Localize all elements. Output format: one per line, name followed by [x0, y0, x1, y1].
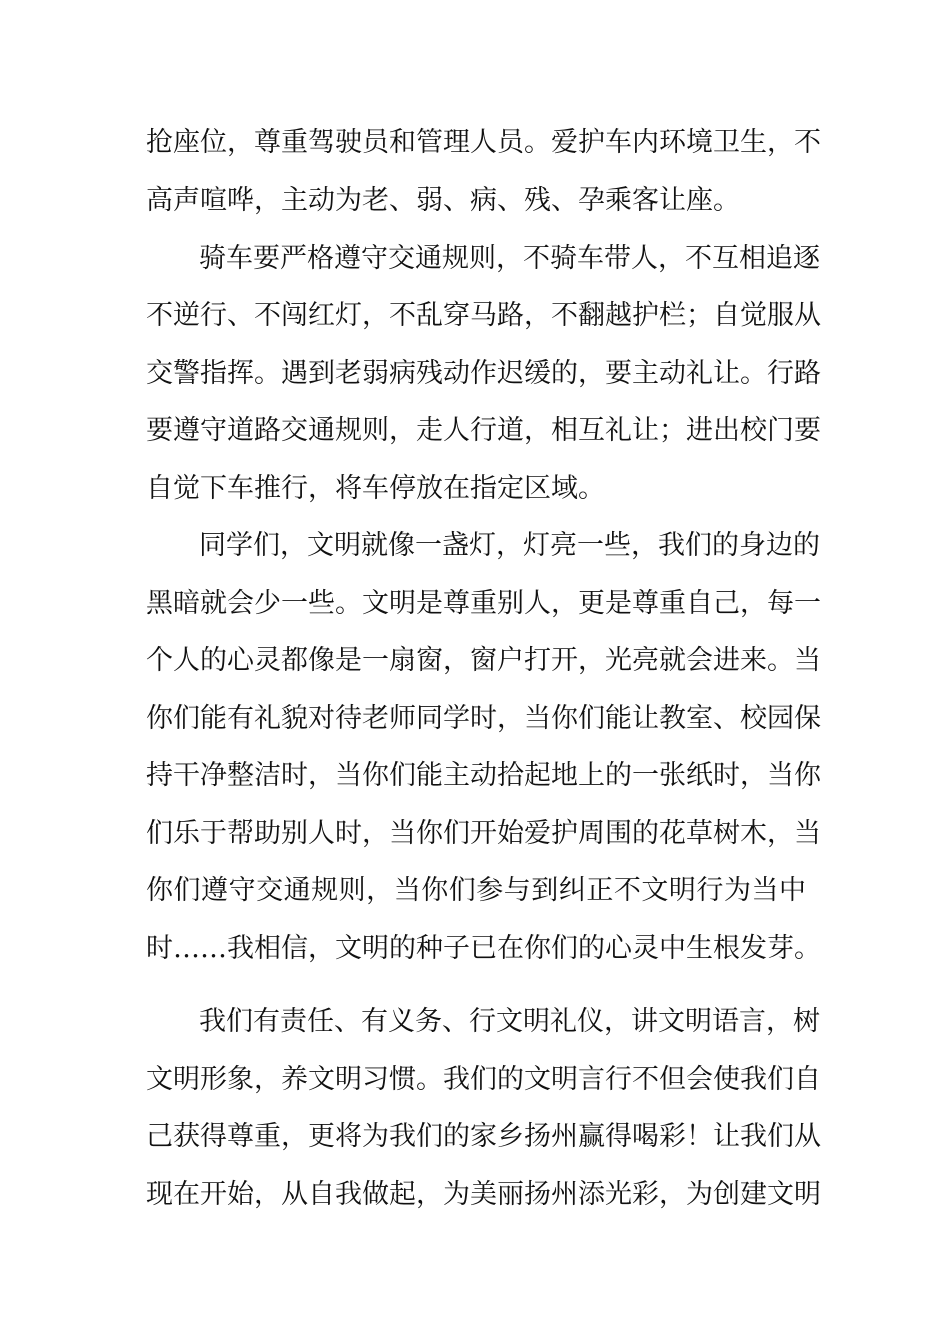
text-line: 你们遵守交通规则，当你们参与到纠正不文明行为当中	[146, 875, 806, 906]
text-line: 们乐于帮助别人时，当你们开始爱护周围的花草树木，当	[146, 818, 821, 849]
text-line: 高声喧哗，主动为老、弱、病、残、孕乘客让座。	[146, 185, 740, 216]
paragraph-first-line: 同学们，文明就像一盏灯，灯亮一些，我们的身边的	[199, 530, 820, 561]
text-line: 自觉下车推行，将车停放在指定区域。	[146, 473, 605, 504]
text-line: 时……我相信，文明的种子已在你们的心灵中生根发芽。	[146, 933, 821, 964]
paragraph-first-line: 骑车要严格遵守交通规则，不骑车带人，不互相追逐	[199, 243, 820, 274]
paragraph-first-line: 我们有责任、有义务、行文明礼仪，讲文明语言，树	[199, 1006, 820, 1037]
text-line: 抢座位，尊重驾驶员和管理人员。爱护车内环境卫生，不	[146, 127, 821, 158]
text-line: 文明形象，养文明习惯。我们的文明言行不但会使我们自	[146, 1064, 821, 1095]
text-line: 要遵守道路交通规则，走人行道，相互礼让；进出校门要	[146, 415, 821, 446]
text-line: 个人的心灵都像是一扇窗，窗户打开，光亮就会进来。当	[146, 645, 821, 676]
text-line: 黑暗就会少一些。文明是尊重别人，更是尊重自己，每一	[146, 588, 821, 619]
text-line: 现在开始，从自我做起，为美丽扬州添光彩，为创建文明	[146, 1179, 821, 1210]
text-line: 你们能有礼貌对待老师同学时，当你们能让教室、校园保	[146, 703, 821, 734]
text-line: 持干净整洁时，当你们能主动拾起地上的一张纸时，当你	[146, 760, 821, 791]
text-line: 己获得尊重，更将为我们的家乡扬州赢得喝彩！让我们从	[146, 1121, 821, 1152]
text-line: 交警指挥。遇到老弱病残动作迟缓的，要主动礼让。行路	[146, 358, 821, 389]
text-line: 不逆行、不闯红灯，不乱穿马路，不翻越护栏；自觉服从	[146, 300, 821, 331]
